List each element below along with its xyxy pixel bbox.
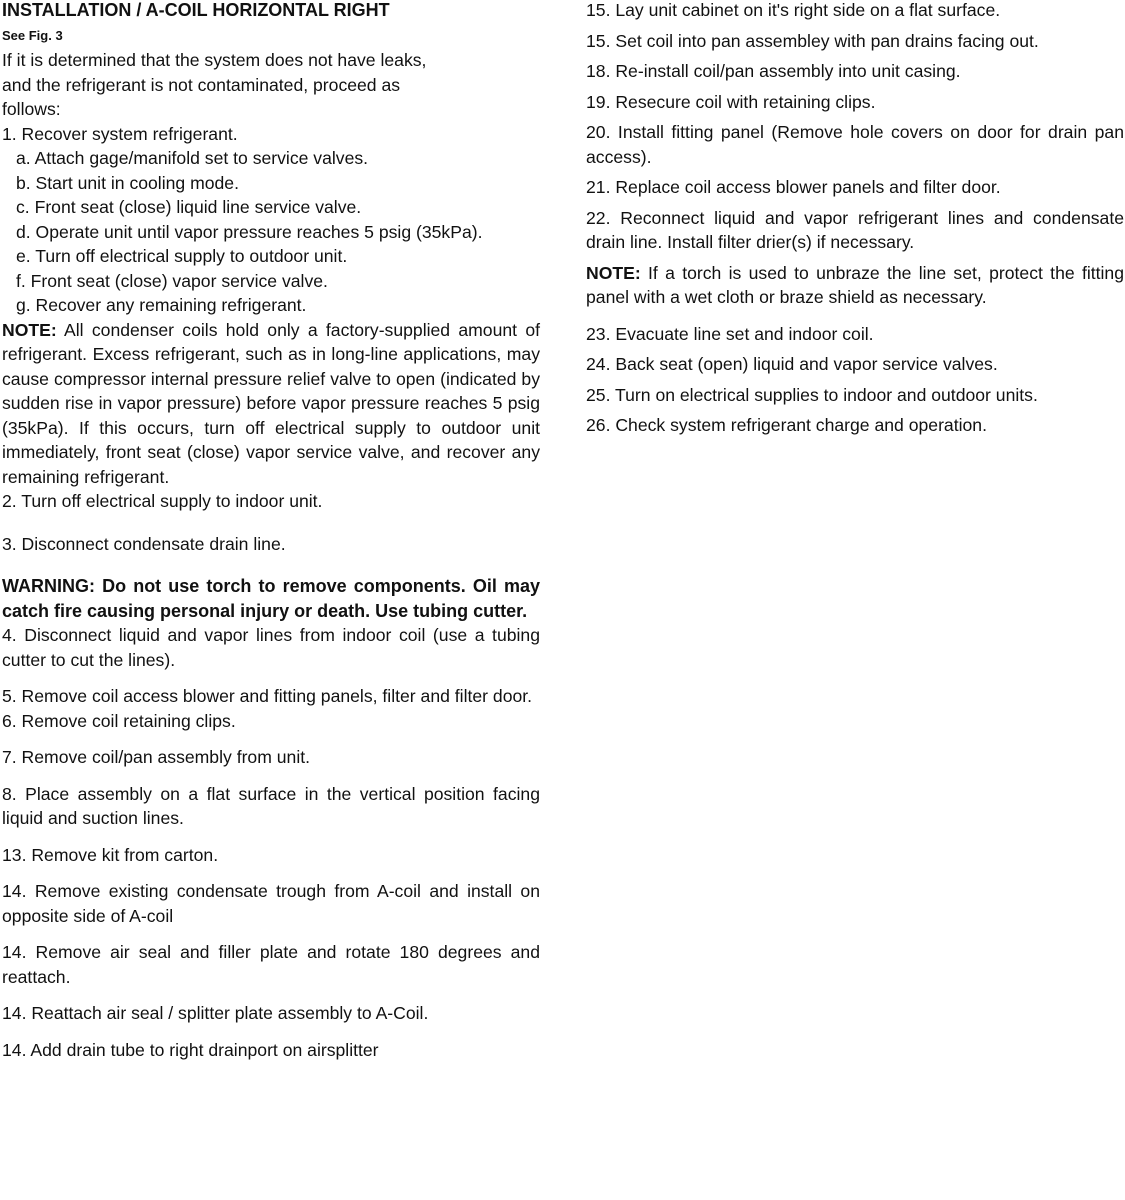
step-14-air-seal: 14. Remove air seal and filler plate and rotate 180 degrees and reattach.	[2, 942, 540, 987]
figure-reference: See Fig. 3	[2, 28, 63, 43]
step-24: 24. Back seat (open) liquid and vapor service valves.	[586, 354, 998, 374]
step-23: 23. Evacuate line set and indoor coil.	[586, 323, 874, 344]
note-label: NOTE:	[586, 262, 641, 283]
step-14-drain-tube: 14. Add drain tube to right drainport on airsplitter	[2, 1039, 379, 1060]
note-condenser	[2, 318, 540, 490]
substep-d: d. Operate unit until vapor pressure reaches 5 psig (35kPa).	[16, 221, 483, 242]
substep-f: f. Front seat (close) vapor service valve.	[16, 270, 328, 291]
step-22: 22. Reconnect liquid and vapor refrigerant lines and condensate drain line. Install filter drier(s) if necessary.	[586, 207, 1124, 252]
step-2: 2. Turn off electrical supply to indoor unit.	[2, 491, 323, 511]
substep-b: b. Start unit in cooling mode.	[16, 172, 239, 193]
note-label: NOTE:	[2, 319, 57, 340]
substep-e: e. Turn off electrical supply to outdoor unit.	[16, 246, 348, 266]
step-5: 5. Remove coil access blower and fitting panels, filter and filter door.	[2, 686, 533, 706]
step-15-lay-cabinet: 15. Lay unit cabinet on it's right side on a flat surface.	[586, 0, 1001, 20]
intro-paragraph: If it is determined that the system does not have leaks, and the refrigerant is not contaminated, proceed as follows:	[2, 50, 427, 119]
step-19: 19. Resecure coil with retaining clips.	[586, 91, 876, 112]
right-column	[586, 0, 1124, 438]
step-4: 4. Disconnect liquid and vapor lines from indoor coil (use a tubing cutter to cut the lines).	[2, 625, 540, 670]
step-1-substeps	[2, 146, 540, 318]
step-26: 26. Check system refrigerant charge and operation.	[586, 415, 987, 435]
section-heading: INSTALLATION / A-COIL HORIZONTAL RIGHT	[2, 0, 390, 20]
note-text: All condenser coils hold only a factory-supplied amount of refrigerant. Excess refrigerant, such as in long-line applications, may cause compressor internal pressure relief valve to open (indicated by sudden rise in vapor pressure) before vapor pressure reaches 5 psig (35kPa). If this occurs, turn off electrical supply to outdoor unit immediately, front seat (close) vapor service valve, and recover any remaining refrigerant.	[2, 319, 540, 487]
step-1: 1. Recover system refrigerant.	[2, 123, 238, 144]
step-21: 21. Replace coil access blower panels and filter door.	[586, 177, 1001, 197]
step-15-set-coil: 15. Set coil into pan assembley with pan drains facing out.	[586, 30, 1039, 51]
note-torch	[586, 261, 1124, 310]
step-25: 25. Turn on electrical supplies to indoor and outdoor units.	[586, 384, 1038, 405]
step-6: 6. Remove coil retaining clips.	[2, 710, 236, 731]
note-text: If a torch is used to unbraze the line set, protect the fitting panel with a wet cloth or braze shield as necessary.	[586, 262, 1124, 307]
step-3: 3. Disconnect condensate drain line.	[2, 533, 286, 554]
step-18: 18. Re-install coil/pan assembly into unit casing.	[586, 61, 961, 81]
substep-a: a. Attach gage/manifold set to service valves.	[16, 148, 369, 168]
step-20: 20. Install fitting panel (Remove hole covers on door for drain pan access).	[586, 122, 1124, 167]
step-14-trough: 14. Remove existing condensate trough from A-coil and install on opposite side of A-coil	[2, 881, 540, 926]
left-column	[2, 0, 540, 1062]
step-13: 13. Remove kit from carton.	[2, 844, 219, 865]
warning-torch: WARNING: Do not use torch to remove components. Oil may catch fire causing personal injury or death. Use tubing cutter.	[2, 576, 540, 621]
step-14-reattach: 14. Reattach air seal / splitter plate assembly to A-Coil.	[2, 1003, 429, 1023]
substep-c: c. Front seat (close) liquid line service valve.	[16, 197, 362, 217]
step-8: 8. Place assembly on a flat surface in the vertical position facing liquid and suction lines.	[2, 783, 540, 828]
step-7: 7. Remove coil/pan assembly from unit.	[2, 747, 311, 767]
substep-g: g. Recover any remaining refrigerant.	[16, 295, 307, 315]
